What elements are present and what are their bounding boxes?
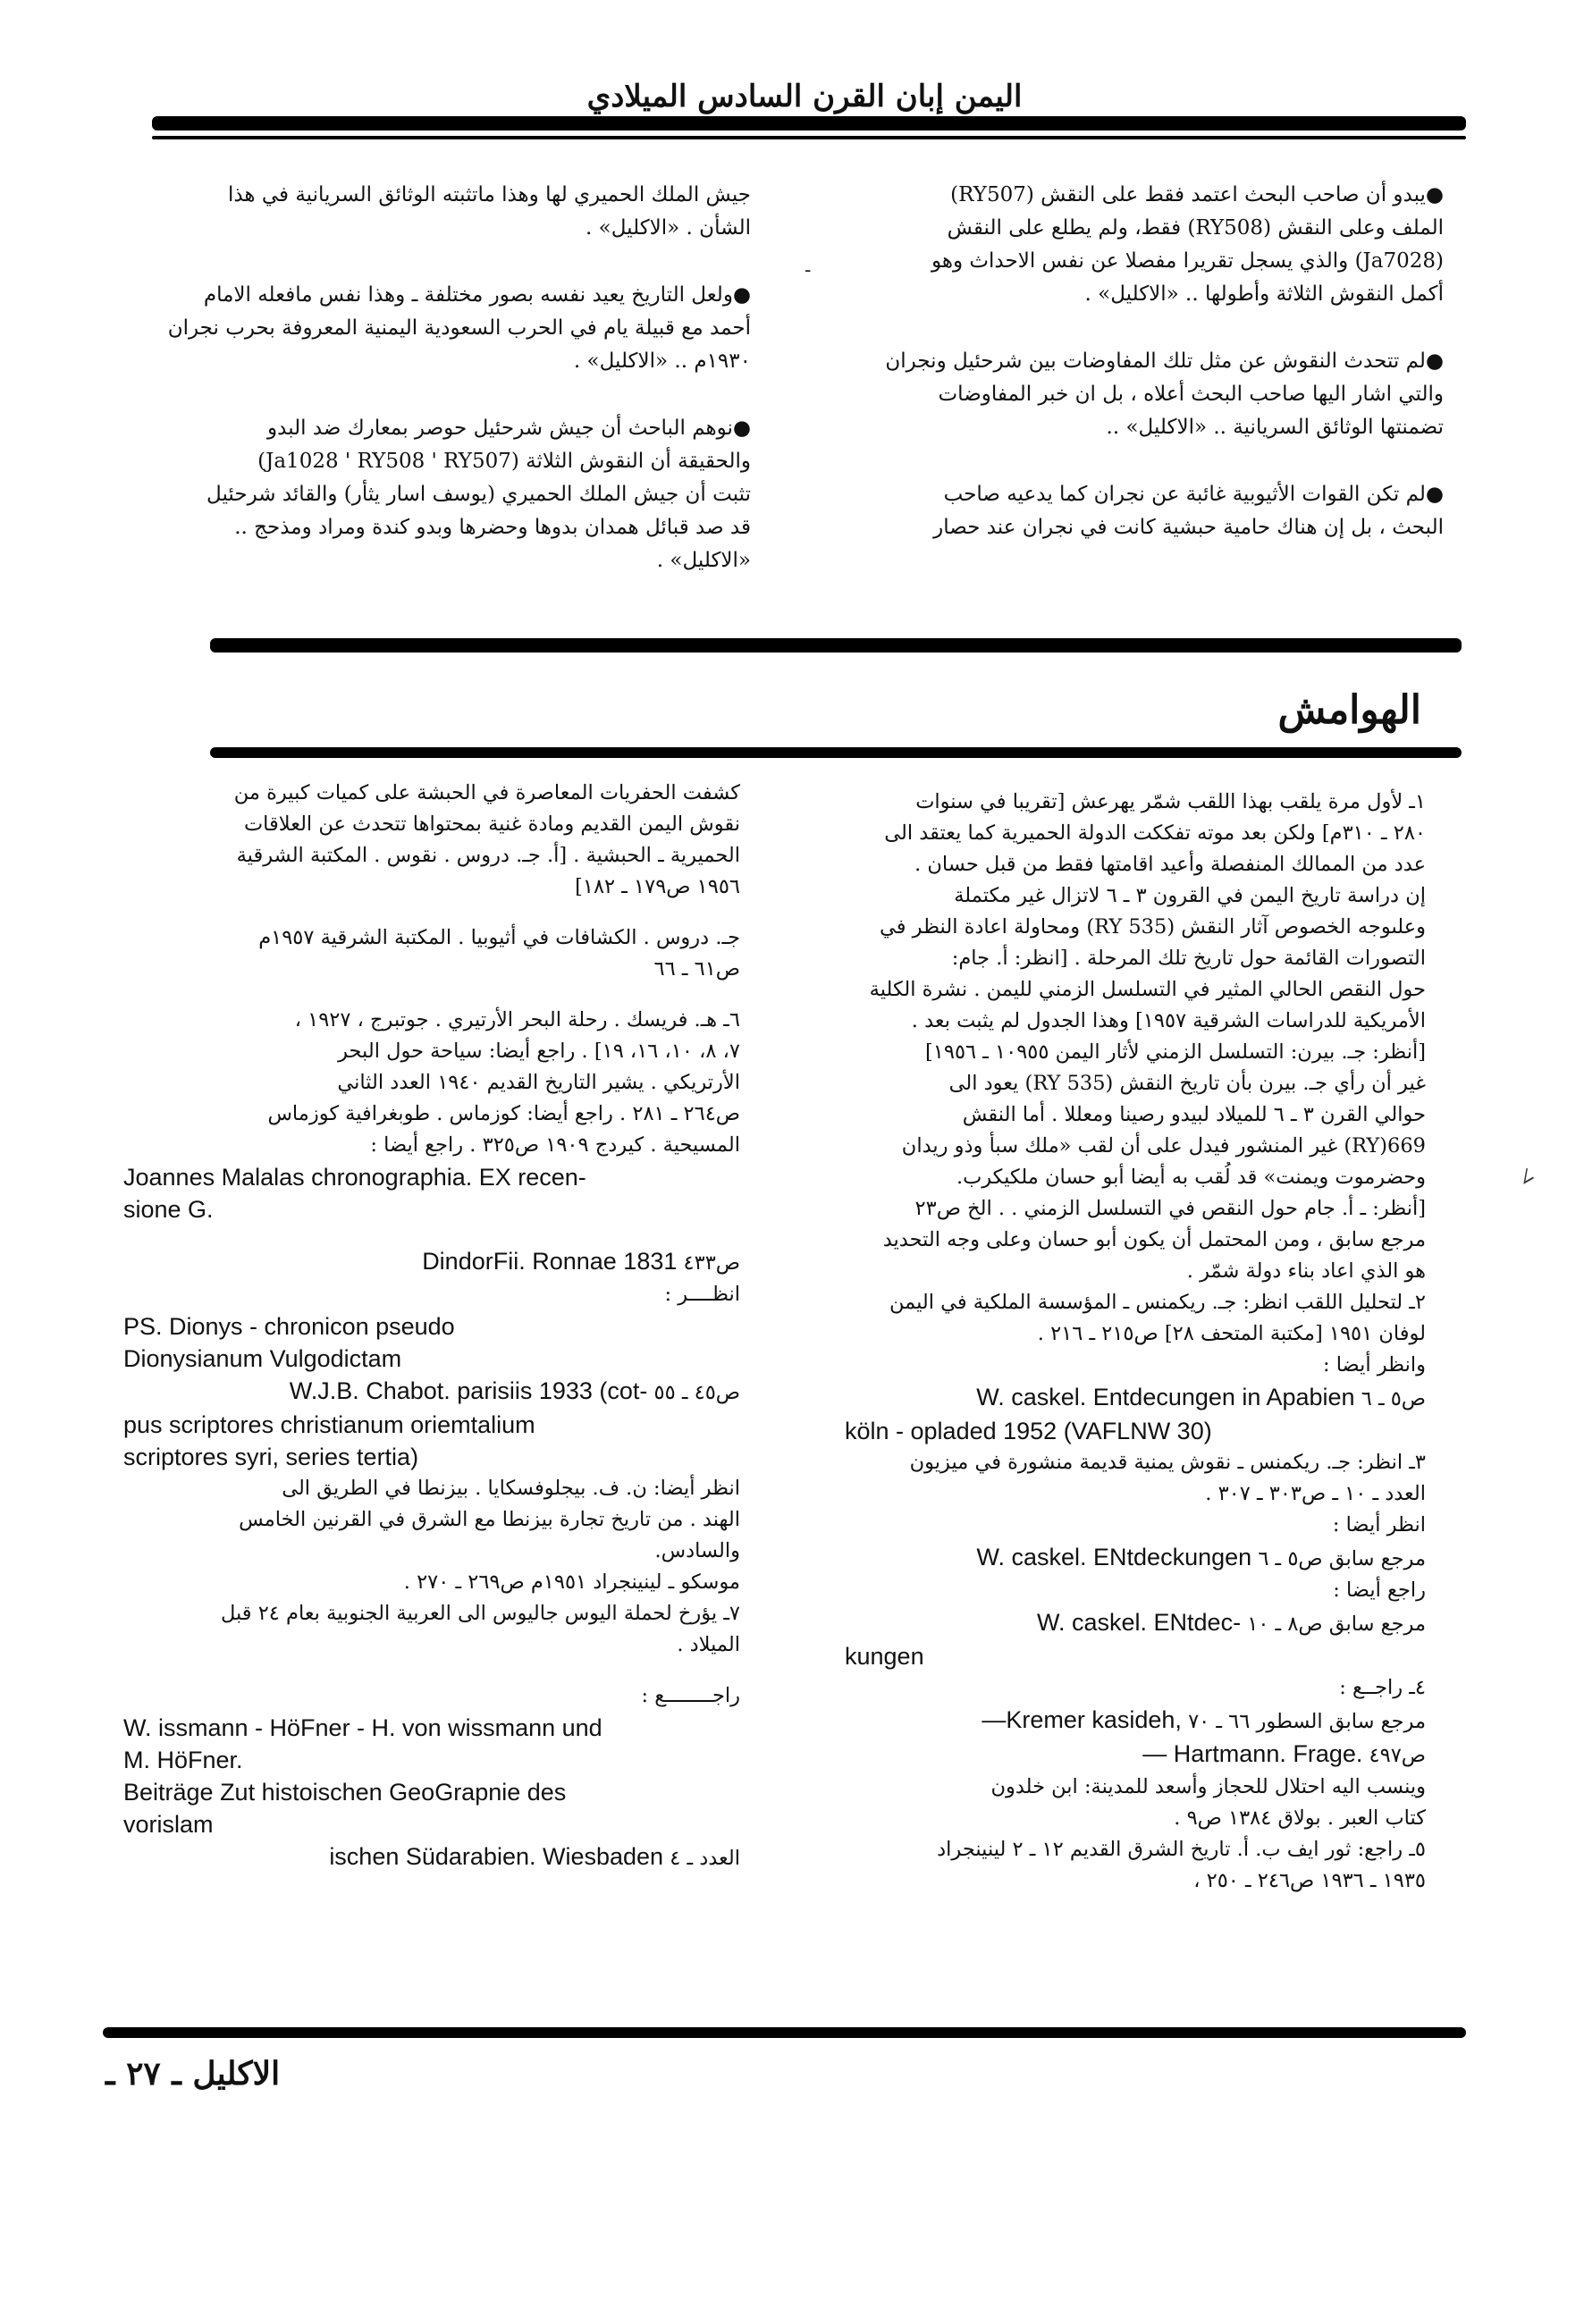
- paragraph-line: تثبت أن جيش الملك الحميري (يوسف اسار يثأر) والقائد شرحئيل: [206, 483, 751, 506]
- running-title: اليمن إبان القرن السادس الميلادي: [586, 79, 1023, 114]
- notes-rule: [210, 747, 1462, 758]
- note-mixed-line: [123, 1375, 740, 1409]
- citation-pages: ص٤٣٣: [683, 1251, 740, 1275]
- note-line: جـ. دروس . الكشافات في أثيوبيا . المكتبة الشرقية ١٩٥٧م: [258, 926, 740, 949]
- note-mixed-line: [123, 1840, 740, 1874]
- note-line: عدد من الممالك المنفصلة وأعيد اقامتها فقط من قبل حسان .: [914, 853, 1426, 876]
- note-line: ص٦١ ـ ٦٦: [653, 957, 740, 981]
- top-left-column: [147, 179, 751, 611]
- note-line: الحميرية ـ الحبشية . [أ. جـ. دروس . نقوس . المكتبة الشرقية: [236, 844, 740, 867]
- note-latin-line: sione G.: [123, 1196, 214, 1223]
- note-latin-line: W. issmann - HöFner - H. von wissmann und: [123, 1714, 602, 1741]
- note-mixed-line: [845, 1381, 1426, 1415]
- note-line: حول النقص الحالي المثير في التسلسل الزمني لليمن . نشرة الكلية: [869, 978, 1426, 1001]
- paragraph-line: ●لم تتحدث النقوش عن مثل تلك المفاوضات بين شرحئيل ونجران: [885, 349, 1444, 373]
- citation-pages: مرجع سابق ص٨ ـ ١٠: [1247, 1612, 1426, 1636]
- paragraph: [147, 179, 751, 245]
- note-latin-line: vorislam: [123, 1811, 214, 1838]
- paragraph-line: البحث ، بل إن هناك حامية حبشية كانت في نجران عند حصار: [933, 516, 1444, 539]
- note-line: إن دراسة تاريخ اليمن في القرون ٣ ـ ٦ لاتزال غير مكتملة: [954, 884, 1426, 907]
- top-thin-rule: [152, 136, 1466, 139]
- note-line: ١٩٥٦ ص١٧٩ ـ ١٨٢]: [575, 875, 740, 898]
- note-line: والسادس.: [654, 1539, 740, 1562]
- note-line: ص٢٦٤ ـ ٢٨١ . راجع أيضا: كوزماس . طوبغرافية كوزماس: [267, 1102, 740, 1125]
- note-line: غير أن رأي جـ. بيرن بأن تاريخ النقش (RY 535) يعود الى: [948, 1072, 1426, 1095]
- note-line: الأمريكية للدراسات الشرقية ١٩٥٧] وهذا الجدول لم يثبت بعد .: [911, 1009, 1426, 1032]
- note-line: الميلاد .: [677, 1633, 740, 1656]
- citation-latin: W. caskel. Entdecungen in Apabien: [976, 1384, 1355, 1410]
- note-line: ٣ـ انظر: جـ. ريكمنس ـ نقوش يمنية قديمة منشورة في ميزيون: [909, 1451, 1426, 1474]
- paragraph-line: والحقيقة أن النقوش الثلاثة (Ja1028 ' RY508 ' RY507): [257, 450, 751, 473]
- top-right-column: [836, 179, 1444, 578]
- note-latin-line: M. HöFner.: [123, 1747, 243, 1773]
- note-latin-line: PS. Dionys - chronicon pseudo: [123, 1313, 455, 1340]
- note-latin-line: Dionysianum Vulgodictam: [123, 1345, 402, 1372]
- note-line: وينسب اليه احتلال للحجاز وأسعد للمدينة: ابن خلدون: [990, 1775, 1426, 1798]
- paragraph-line: (Ja7028) والذي يسجل تقريرا مفصلا عن نفس الاحداث وهو: [931, 249, 1444, 273]
- note-line: نقوش اليمن القديم ومادة غنية بمحتواها تتحدث عن العلاقات: [244, 813, 740, 836]
- paragraph-line: ●يبدو أن صاحب البحث اعتمد فقط على النقش (RY507): [950, 183, 1444, 206]
- paragraph-line: تضمنتها الوثائق السريانية .. «الاكليل» ..: [1106, 416, 1444, 439]
- note-line: [أنظر: جـ. بيرن: التسلسل الزمني لأثار اليمن ١٠٩٥٥ ـ ١٩٥٦]: [925, 1040, 1426, 1064]
- paragraph: [836, 179, 1444, 311]
- citation-pages: ص٤٥ ـ ٥٥: [653, 1381, 740, 1404]
- section-rule: [210, 638, 1462, 653]
- note-line: راجع أيضا :: [1333, 1579, 1426, 1602]
- note-line: كتاب العبر . بولاق ١٣٨٤ ص٩ .: [1174, 1806, 1426, 1830]
- note-line: [أنظر: ـ أ. جام حول النقص في التسلسل الزمني . . الخ ص٢٣: [914, 1197, 1426, 1220]
- note-line: حوالي القرن ٣ ـ ٦ للميلاد لبيدو رصينا ومعللا . أما النقش: [962, 1103, 1426, 1126]
- paragraph-line: جيش الملك الحميري لها وهذا ماتثبته الوثائق السريانية في هذا: [227, 183, 751, 206]
- bottom-rule: [103, 2027, 1466, 2038]
- note-mixed-line: [845, 1541, 1426, 1575]
- note-line: ٧، ٨، ١٠، ١٦، ١٩] . راجع أيضا: سياحة حول البحر: [338, 1040, 740, 1063]
- note-line: ٢ـ لتحليل اللقب انظر: جـ. ريكمنس ـ المؤسسة الملكية في اليمن: [889, 1291, 1426, 1314]
- citation-latin: — Hartmann. Frage.: [1142, 1740, 1363, 1767]
- note-line: وحضرموت ويمنت» قد لُقب به أيضا أبو حسان ملكيكرب.: [956, 1166, 1426, 1189]
- notes-heading: الهوامش: [1277, 687, 1421, 733]
- paragraph: [147, 279, 751, 378]
- note-line: انظــــر :: [664, 1283, 740, 1306]
- note-line: RY)669) غير المنشور فيدل على أن لقب «ملك سبأ وذو ريدان: [901, 1134, 1426, 1158]
- note-line: المسيحية . كيردج ١٩٠٩ ص٣٢٥ . راجع أيضا :: [370, 1133, 740, 1157]
- paragraph: [147, 412, 751, 577]
- note-line: ٤ـ راجــع :: [1339, 1676, 1426, 1699]
- paragraph-line: ١٩٣٠م .. «الاكليل» .: [573, 349, 751, 373]
- citation-pages: مرجع سابق ص٥ ـ ٦: [1258, 1547, 1426, 1570]
- note-latin-line: scriptores syri, series tertia): [123, 1444, 419, 1470]
- footer-page-number: الاكليل ـ ٢٧ ـ: [105, 2055, 281, 2092]
- note-line: انظر أيضا :: [1332, 1513, 1426, 1537]
- note-mixed-line: [845, 1738, 1426, 1772]
- notes-right-column: [845, 787, 1426, 1897]
- paragraph-line: قد صد قبائل همدان بدوها وحضرها وبدو كندة ومراد ومذحج ..: [234, 516, 751, 539]
- note-line: التصورات القائمة حول تاريخ تلك المرحلة . [انظر: أ. جام:: [951, 947, 1426, 970]
- margin-dash-mark: -: [805, 259, 812, 282]
- note-line: لوفان ١٩٥١ [مكتبة المتحف ٢٨] ص٢١٥ ـ ٢١٦ .: [1037, 1322, 1426, 1345]
- paragraph-line: ●لم تكن القوات الأثيوبية غائبة عن نجران كما يدعيه صاحب: [943, 483, 1444, 506]
- note-latin-line: Beiträge Zut histoischen GeoGrapnie des: [123, 1779, 567, 1806]
- note-line: وانظر أيضا :: [1322, 1353, 1426, 1377]
- note-mixed-line: [845, 1606, 1426, 1640]
- citation-pages: العدد ـ ٤: [670, 1847, 740, 1870]
- note-line: ٧ـ يؤرخ لحملة اليوس جاليوس الى العربية الجنوبية بعام ٢٤ قبل: [220, 1602, 740, 1625]
- note-latin-line: kungen: [845, 1643, 924, 1670]
- citation-latin: ischen Südarabien. Wiesbaden: [329, 1843, 664, 1870]
- note-mixed-line: [123, 1245, 740, 1279]
- paragraph-line: «الاكليل» .: [656, 549, 751, 572]
- note-line: ١٩٣٥ ـ ١٩٣٦ ص٢٤٦ ـ ٢٥٠ ،: [1193, 1869, 1426, 1892]
- paragraph-line: الشأن . «الاكليل» .: [586, 216, 751, 240]
- note-line: ٦ـ هـ. فريسك . رحلة البحر الأرتيري . جوتبرج ، ١٩٢٧ ،: [294, 1008, 740, 1031]
- note-latin-line: Joannes Malalas chronographia. EX recen-: [123, 1164, 586, 1191]
- citation-latin: W.J.B. Chabot. parisiis 1933 (cot-: [289, 1377, 648, 1404]
- paragraph: [836, 478, 1444, 544]
- note-line: ٥ـ راجع: ثور ايف ب. أ. تاريخ الشرق القديم ١٢ ـ ٢ لينينجراد: [937, 1838, 1426, 1861]
- paragraph-line: أحمد مع قبيلة يام في الحرب السعودية اليمنية المعروفة بحرب نجران: [167, 316, 751, 340]
- note-line: راجــــــــع :: [641, 1684, 740, 1707]
- citation-pages: مرجع سابق السطور ٦٦ ـ ٧٠: [1188, 1710, 1426, 1733]
- note-line: الهند . من تاريخ تجارة بيزنطا مع الشرق في القرنين الخامس: [239, 1508, 740, 1531]
- paragraph-line: أكمل النقوش الثلاثة وأطولها .. «الاكليل» .: [1084, 282, 1444, 306]
- spacer: [123, 1661, 740, 1680]
- margin-pen-mark: ∠: [1512, 1161, 1541, 1192]
- note-latin-line: pus scriptores christianum oriemtalium: [123, 1411, 535, 1438]
- paragraph-line: والتي اشار اليها صاحب البحث أعلاه ، بل ان خبر المفاوضات: [938, 383, 1444, 406]
- citation-pages: ص٥ ـ ٦: [1361, 1387, 1426, 1410]
- citation-latin: —Kremer kasideh,: [982, 1706, 1182, 1733]
- note-mixed-line: [845, 1704, 1426, 1738]
- paragraph-line: ●نوهم الباحث أن جيش شرحئيل حوصر بمعارك ضد البدو: [267, 417, 751, 440]
- spacer: [123, 1225, 740, 1245]
- note-line: مرجع سابق ، ومن المحتمل أن يكون أبو حسان وعلى وجه التحديد: [882, 1228, 1426, 1251]
- paragraph: [836, 345, 1444, 444]
- paragraph-line: ●ولعل التاريخ يعيد نفسه بصور مختلفة ـ وهذا نفس مافعله الامام: [203, 283, 751, 307]
- citation-latin: W. caskel. ENtdeckungen: [976, 1544, 1252, 1570]
- note-line: كشفت الحفريات المعاصرة في الحبشة على كميات كبيرة من: [233, 781, 740, 804]
- top-double-rule: [152, 116, 1466, 131]
- note-line: هو الذي اعاد بناء دولة شمّر .: [1186, 1259, 1426, 1283]
- paragraph-line: الملف وعلى النقش (RY508) فقط، ولم يطلع على النقش: [947, 216, 1444, 240]
- note-line: ٢٨٠ ـ ٣١٠م] ولكن بعد موته تفككت الدولة الحميرية كما يعتقد الى: [884, 821, 1426, 845]
- notes-left-column: [123, 778, 740, 1874]
- citation-latin: DindorFii. Ronnae 1831: [422, 1248, 678, 1275]
- note-line: انظر أيضا: ن. ف. بيجلوفسكايا . بيزنطا في الطريق الى: [282, 1477, 740, 1500]
- note-line: وعلىوجه الخصوص آثار النقش (RY 535) ومحاولة اعادة النظر في: [880, 915, 1426, 939]
- note-line: موسكو ـ لينينجراد ١٩٥١م ص٢٦٩ ـ ٢٧٠ .: [403, 1570, 740, 1594]
- note-line: الأرتريكي . يشير التاريخ القديم ١٩٤٠ العدد الثاني: [337, 1071, 740, 1094]
- note-latin-line: köln - opladed 1952 (VAFLNW 30): [845, 1418, 1212, 1444]
- spacer: [123, 985, 740, 1005]
- spacer: [123, 903, 740, 922]
- note-line: ١ـ لأول مرة يلقب بهذا اللقب شمّر يهرعش [تقريبا في سنوات: [915, 790, 1426, 813]
- citation-pages: ص٤٩٧: [1369, 1744, 1426, 1767]
- note-line: العدد ـ ١٠ ـ ص٣٠٣ ـ ٣٠٧ .: [1205, 1482, 1426, 1505]
- citation-latin: W. caskel. ENtdec-: [1037, 1609, 1242, 1636]
